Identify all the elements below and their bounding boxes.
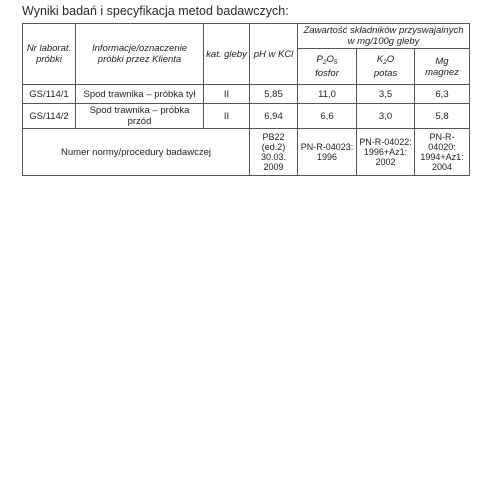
cell-phosphorus: 6,6 [298, 104, 357, 129]
norm-phosphorus: PN-R-04023: 1996 [298, 129, 357, 176]
cell-soil-category: II [204, 85, 250, 104]
header-lab-no: Nr laborat. próbki [23, 24, 76, 85]
header-nutrient-group: Zawartość składników przyswajalnych w mg/100g gleby [298, 24, 470, 49]
cell-ph: 5,85 [250, 85, 298, 104]
page-heading: Wyniki badań i specyfikacja metod badawczych: [22, 4, 289, 18]
cell-potassium: 3,0 [357, 104, 415, 129]
cell-potassium: 3,5 [357, 85, 415, 104]
header-phosphorus: $P_2O_5$ fosfor [298, 49, 357, 85]
norms-label: Numer normy/procedury badawczej [23, 129, 250, 176]
cell-soil-category: II [204, 104, 250, 129]
cell-magnesium: 6,3 [415, 85, 470, 104]
header-magnesium: Mg magnez [415, 49, 470, 85]
cell-lab-no: GS/114/1 [23, 85, 76, 104]
norm-potassium: PN-R-04022: 1996+Az1: 2002 [357, 129, 415, 176]
norm-ph: PB22 (ed.2) 30.03. 2009 [250, 129, 298, 176]
cell-phosphorus: 11,0 [298, 85, 357, 104]
header-potassium: $K_2O$ potas [357, 49, 415, 85]
norms-row [23, 129, 470, 176]
header-ph: pH w KCl [250, 24, 298, 85]
cell-sample-info: Spod trawnika – próbka przód [76, 104, 204, 129]
cell-magnesium: 5,8 [415, 104, 470, 129]
norm-magnesium: PN-R-04020: 1994+Az1: 2004 [415, 129, 470, 176]
header-soil-category: kat. gleby [204, 24, 250, 85]
cell-sample-info: Spod trawnika – próbka tył [76, 85, 204, 104]
cell-ph: 6,94 [250, 104, 298, 129]
table-row [23, 104, 470, 129]
table-row [23, 85, 470, 104]
results-table [22, 23, 470, 176]
header-sample-info: Informacje/oznaczenie próbki przez Klienta [76, 24, 204, 85]
header-row-1 [23, 24, 470, 49]
cell-lab-no: GS/114/2 [23, 104, 76, 129]
